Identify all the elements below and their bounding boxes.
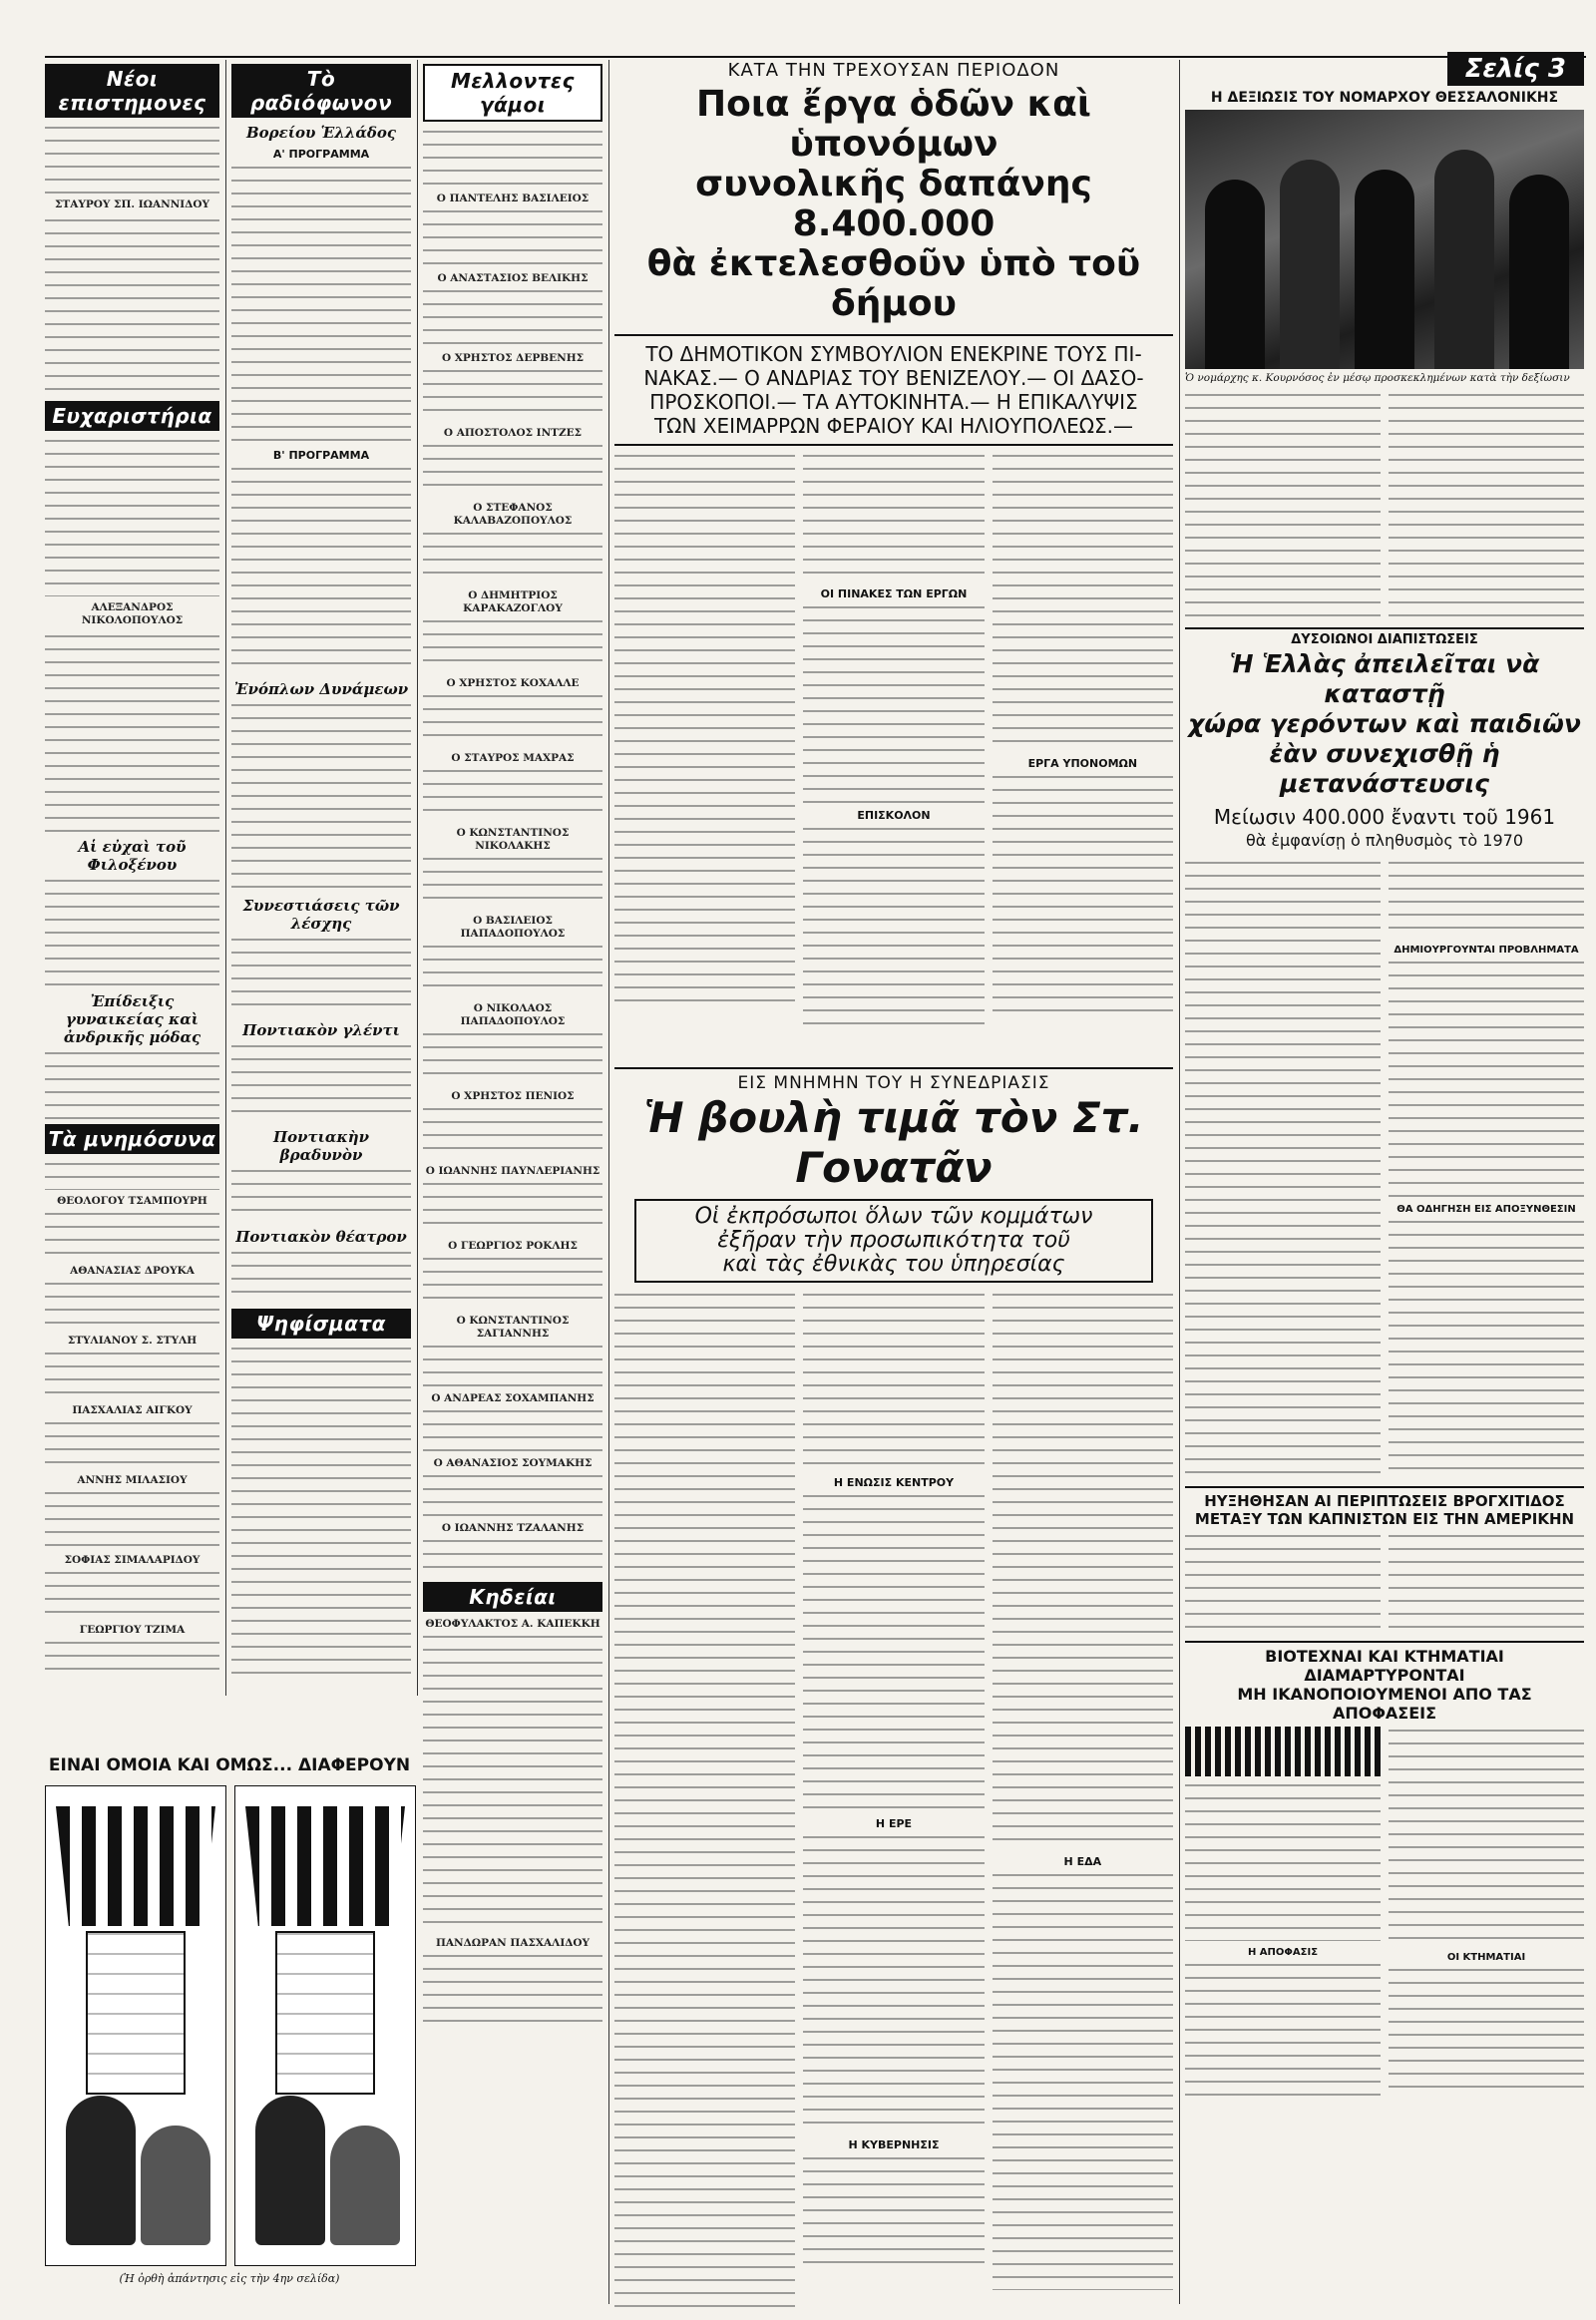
section-head-fashion: Ἐπίδειξις γυναικείας καὶ ἀνδρικῆς μόδας [63,992,201,1046]
theatre-head: Ποντιακὸν θέατρον [235,1228,407,1246]
person-name: Ο ΧΡΗΣΤΟΣ ΚΟΧΑΛΛΕ [446,677,580,689]
person-name: ΓΕΩΡΓΙΟΥ ΤΖΙΜΑ [79,1624,186,1636]
person-name: ΠΑΣΧΑΛΙΑΣ ΑΙΓΚΟΥ [72,1404,193,1416]
text-block [231,1042,411,1122]
text-block [423,287,602,347]
text-block [1185,859,1381,1477]
section-head-wishes: Αἱ εὐχαὶ τοῦ Φιλοξένου [78,838,187,874]
section-head-memorials: Τὰ μνημόσυνα [45,1124,219,1154]
person-name: ΘΕΟΦΥΛΑΚΤΟΣ Α. ΚΑΠΕΚΚΗ [425,1618,600,1630]
text-block [231,164,411,443]
right-column [1185,52,1584,2306]
lead-deck-4: ΤΩΝ ΧΕΙΜΑΡΡΩΝ ΦΕΡΑΙΟΥ ΚΑΙ ΗΛΙΟΥΠΟΛΕΩΣ.— [653,414,1134,438]
population-headline-3: ἐὰν συνεχισθῇ ἡ μετανάστευσις [1269,739,1500,798]
text-block [231,1345,411,1684]
lead-kicker: ΚΑΤΑ ΤΗΝ ΤΡΕΧΟΥΣΑΝ ΠΕΡΙΟΔΟΝ [727,60,1060,81]
text-block [423,1105,602,1160]
cartoon-awning [56,1806,215,1926]
person-name: Ο ΓΕΩΡΓΙΟΣ ΡΟΚΛΗΣ [448,1240,578,1252]
text-block [423,1633,602,1932]
text-block [45,1639,219,1679]
text-block [45,1160,219,1190]
text-block [614,1291,795,2308]
text-block [423,692,602,747]
lead-deck-2: ΝΑΚΑΣ.— Ο ΑΝΔΡΙΑΣ ΤΟΥ ΒΕΝΙΖΕΛΟΥ.— ΟΙ ΔΑΣΟ- [643,366,1144,390]
person-name: ΠΑΝΔΩΡΑΝ ΠΑΣΧΑΛΙΔΟΥ [435,1937,591,1949]
text-block [231,936,411,1015]
person-name: Ο ΑΝΑΣΤΑΣΙΟΣ ΒΕΛΙΚΗΣ [437,272,589,284]
radio-station: Βορείου Ἑλλάδος [245,124,397,142]
population-kicker: ΔΥΣΟΙΩΝΟΙ ΔΙΑΠΙΣΤΩΣΕΙΣ [1185,627,1584,647]
photo-figure [1205,180,1265,369]
text-block [45,124,219,193]
section-head-thanks: Ευχαριστήρια [45,401,219,431]
craft-headline-2: ΜΗ ΙΚΑΝΟΠΟΙΟΥΜΕΝΟΙ ΑΠΟ ΤΑΣ ΑΠΟΦΑΣΕΙΣ [1237,1685,1532,1723]
cartoon-figure [66,2096,136,2245]
text-block [993,1291,1173,1849]
cartoon-title: ΕΙΝΑΙ ΟΜΟΙΑ ΚΑΙ ΟΜΩΣ... ΔΙΑΦΕΡΟΥΝ [48,1755,411,1775]
text-block [423,128,602,188]
population-headline-2: χώρα γερόντων καὶ παιδιῶν [1188,709,1581,738]
text-block [423,530,602,584]
text-block [1389,391,1584,620]
text-block [423,1537,602,1577]
person-name: Ο ΧΡΗΣΤΟΣ ΠΕΝΙΟΣ [451,1090,575,1102]
population-deck-1: Μείωσιν 400.000 ἔναντι τοῦ 1961 [1213,805,1556,829]
text-block [45,632,219,832]
photo-figure [1280,160,1340,369]
text-block [231,465,411,674]
cartoon-panel-right [234,1785,416,2266]
person-name: Ο ΝΙΚΟΛΑΟΣ ΠΑΠΑΔΟΠΟΥΛΟΣ [460,1002,566,1027]
lead-subhead: ΕΠΙΣΚΟΛΟΝ [857,809,931,822]
section-head-betrothals: Νέοι επιστημονες [45,64,219,118]
text-block [993,773,1173,1012]
programme-b-head: Β' ΠΡΟΓΡΑΜΜΑ [272,449,370,462]
text-block [423,1407,602,1452]
person-name: Ο ΑΘΑΝΑΣΙΟΣ ΣΟΥΜΑΚΗΣ [433,1457,593,1469]
cartoon-panel-left [45,1785,226,2266]
text-block [614,452,795,1010]
section-head-radio: Τὸ ραδιόφωνον [231,64,411,118]
meetings-head: Συνεστιάσεις τῶν λέσχης [242,897,400,933]
text-block [423,1472,602,1517]
person-name: Ο ΚΩΝΣΤΑΝΤΙΝΟΣ ΣΑΓΙΑΝΝΗΣ [456,1315,570,1340]
text-block [45,1049,219,1119]
person-name: ΣΟΦΙΑΣ ΣΙΜΑΛΑΡΙΔΟΥ [64,1554,200,1566]
text-block [423,442,602,497]
column-radio [231,60,411,1556]
text-block [423,1343,602,1387]
text-block [423,1952,602,2032]
photo-title: Η ΔΕΞΙΩΣΙΣ ΤΟΥ ΝΟΜΑΡΧΟΥ ΘΕΣΣΑΛΟΝΙΚΗΣ [1210,90,1559,106]
text-block [1389,1966,1584,2096]
text-block [45,1569,219,1619]
parliament-subhead: Η ΕΝΩΣΙΣ ΚΕΝΤΡΟΥ [833,1476,955,1489]
person-name: Ο ΑΝΔΡΕΑΣ ΣΟΧΑΜΠΑΝΗΣ [431,1392,595,1404]
bronchitis-headline-2: ΜΕΤΑΞΥ ΤΩΝ ΚΑΠΝΙΣΤΩΝ ΕΙΣ ΤΗΝ ΑΜΕΡΙΚΗΝ [1194,1510,1575,1528]
person-name: Ο ΧΡΗΣΤΟΣ ΔΕΡΒΕΝΗΣ [441,352,585,364]
person-name: ΣΤΑΥΡΟΥ ΣΠ. ΙΩΑΝΝΙΔΟΥ [54,198,210,210]
person-name: ΑΝΝΗΣ ΜΙΛΑΣΙΟΥ [77,1474,188,1486]
decorative-pattern [1185,1727,1381,1776]
text-block [45,216,219,396]
text-block [1389,1727,1584,1946]
text-block [423,617,602,672]
text-block [45,1350,219,1399]
text-block [993,452,1173,751]
text-block [1185,1961,1381,2101]
cartoon-figure [330,2126,400,2245]
text-block [45,1280,219,1330]
lead-deck-1: ΤΟ ΔΗΜΟΤΙΚΟΝ ΣΥΜΒΟΥΛΙΟΝ ΕΝΕΚΡΙΝΕ ΤΟΥΣ ΠΙ- [645,342,1142,366]
column-weddings [423,60,602,1949]
text-block [45,877,219,986]
parliament-deck-3: καὶ τὰς ἐθνικὰς του ὑπηρεσίας [722,1252,1065,1277]
craft-headline-1: ΒΙΟΤΕΧΝΑΙ ΚΑΙ ΚΤΗΜΑΤΙΑΙ ΔΙΑΜΑΡΤΥΡΟΝΤΑΙ [1265,1647,1504,1685]
parliament-kicker: ΕΙΣ ΜΝΗΜΗΝ ΤΟΥ Η ΣΥΝΕΔΡΙΑΣΙΣ [737,1073,1050,1093]
person-name: ΣΤΥΛΙΑΝΟΥ Σ. ΣΤΥΛΗ [67,1335,198,1347]
person-name: Ο ΠΑΝΤΕΛΗΣ ΒΑΣΙΛΕΙΟΣ [436,193,590,204]
text-block [423,207,602,267]
column-divider [417,60,418,1696]
text-block [1389,959,1584,1198]
section-head-resolutions: Ψηφίσματα [231,1309,411,1339]
person-name: Ο ΒΑΣΙΛΕΙΟΣ ΠΑΠΑΔΟΠΟΥΛΟΣ [460,915,566,940]
bronchitis-headline-1: ΗΥΞΗΘΗΣΑΝ ΑΙ ΠΕΡΙΠΤΩΣΕΙΣ ΒΡΟΓΧΙΤΙΔΟΣ [1204,1492,1565,1510]
cartoon-awning [245,1806,405,1926]
lead-deck-3: ΠΡΟΣΚΟΠΟΙ.— ΤΑ ΑΥΤΟΚΙΝΗΤΑ.— Η ΕΠΙΚΑΛΥΨΙΣ [649,390,1138,414]
lead-subhead: ΟΙ ΠΙΝΑΚΕΣ ΤΩΝ ΕΡΓΩΝ [820,587,968,600]
parliament-subhead: Η ΕΡΕ [875,1817,913,1830]
text-block [231,1167,411,1222]
text-block [423,1030,602,1085]
cartoon-stall [86,1931,186,2095]
text-block [423,767,602,822]
text-block [45,1210,219,1260]
parliament-subhead: Η ΚΥΒΕΡΝΗΣΙΣ [848,2138,940,2151]
parliament-deck-2: ἐξῆραν τὴν προσωπικότητα τοῦ [717,1228,1070,1253]
lead-story [614,60,1173,1057]
text-block [45,1419,219,1469]
population-deck-2: θὰ ἐμφανίσῃ ὁ πληθυσμὸς τὸ 1970 [1245,831,1524,850]
parliament-story [614,1067,1173,2284]
text-block [803,1492,984,1811]
photo-figure [1509,175,1569,369]
lead-headline-2: συνολικῆς δαπάνης 8.400.000 [695,164,1092,244]
person-name: ΑΘΑΝΑΣΙΑΣ ΔΡΟΥΚΑ [70,1265,195,1277]
person-name: Ο ΚΩΝΣΤΑΝΤΙΝΟΣ ΝΙΚΟΛΑΚΗΣ [456,827,570,852]
text-block [423,943,602,997]
population-subhead: ΘΑ ΟΔΗΓΗΣΗ ΕΙΣ ΑΠΟΞΥΝΘΕΣΙΝ [1396,1204,1576,1215]
lead-subhead: ΕΡΓΑ ΥΠΟΝΟΜΩΝ [1027,757,1138,770]
person-name: Ο ΙΩΑΝΝΗΣ ΠΑΥΝΛΕΡΙΑΝΗΣ [425,1165,600,1177]
cartoon-figure [255,2096,325,2245]
craft-subhead: ΟΙ ΚΤΗΜΑΤΙΑΙ [1446,1952,1526,1963]
text-block [231,1249,411,1304]
cartoon-caption: (Ἡ ὀρθὴ ἀπάντησις εἰς τὴν 4ην σελίδα) [119,2272,340,2285]
text-block [993,1871,1173,2290]
person-name: Ο ΙΩΑΝΝΗΣ ΤΖΑΛΑΝΗΣ [441,1522,585,1534]
cartoon-stall [275,1931,375,2095]
column-social [45,60,219,1696]
photo-figure [1434,150,1494,369]
section-head-funerals: Κηδείαι [423,1582,602,1612]
text-block [423,367,602,422]
text-block [423,1180,602,1235]
section-head-weddings: Μελλοντες γάμοι [423,64,602,122]
column-divider [608,60,609,2304]
text-block [803,825,984,1024]
programme-a-head: Α' ΠΡΟΓΡΑΜΜΑ [272,148,370,161]
text-block [45,1489,219,1549]
lead-headline-3: θὰ ἐκτελεσθοῦν ὑπὸ τοῦ δήμου [646,243,1141,324]
text-block [1389,1218,1584,1477]
craft-subhead: Η ΑΠΟΦΑΣΙΣ [1247,1947,1319,1958]
person-name: ΘΕΟΛΟΓΟΥ ΤΣΑΜΠΟΥΡΗ [57,1195,207,1207]
page-section-label: Σελίς 3 [1447,52,1584,86]
photo-figure [1355,170,1414,369]
pontian-evening-head: Ποντιακὴν βραδυνὸν [272,1128,370,1164]
cartoon-figure [141,2126,210,2245]
text-block [803,452,984,581]
parliament-deck-1: Οἱ ἐκπρόσωποι ὅλων τῶν κομμάτων [694,1204,1093,1229]
text-block [1389,859,1584,939]
text-block [231,701,411,891]
parliament-subhead: Η ΕΔΑ [1063,1855,1102,1868]
person-name: ΑΛΕΞΑΝΔΡΟΣ ΝΙΚΟΛΟΠΟΥΛΟΣ [81,601,184,626]
person-name: Ο ΑΠΟΣΤΟΛΟΣ ΙΝΤΖΕΣ [443,427,583,439]
lead-headline-1: Ποια ἔργα ὁδῶν καὶ ὑπονόμων [696,84,1091,165]
person-name: Ο ΣΤΕΦΑΝΟΣ ΚΑΛΑΒΑΖΟΠΟΥΛΟΣ [453,502,573,527]
text-block [1185,1532,1381,1632]
armed-forces-head: Ἐνόπλων Δυνάμεων [233,680,409,698]
text-block [1389,1532,1584,1632]
reception-photo [1185,110,1584,369]
photo-caption: Ὁ νομάρχης κ. Κουρνόσος ἐν μέσῳ προσκεκλημένων κατὰ τὴν δεξίωσιν [1185,372,1570,384]
person-name: Ο ΔΗΜΗΤΡΙΟΣ ΚΑΡΑΚΑΖΟΓΛΟΥ [463,589,563,614]
population-subhead: ΔΗΜΙΟΥΡΓΟΥΝΤΑΙ ΠΡΟΒΛΗΜΑΤΑ [1394,945,1579,956]
text-block [423,855,602,910]
text-block [803,603,984,803]
text-block [1185,391,1381,620]
column-divider [225,60,226,1696]
population-headline-1: Ἡ Ἑλλὰς ἀπειλεῖται νὰ καταστῇ [1229,649,1540,708]
parliament-headline: Ἡ βουλὴ τιμᾶ τὸν Στ. Γονατᾶν [643,1093,1144,1192]
text-block [803,2154,984,2274]
text-block [423,1255,602,1310]
text-block [803,1291,984,1470]
text-block [803,1833,984,2132]
text-block [45,437,219,596]
pontian-head: Ποντιακὸν γλέντι [242,1021,400,1039]
text-block [1185,1781,1381,1941]
column-divider [1179,60,1180,2304]
person-name: Ο ΣΤΑΥΡΟΣ ΜΑΧΡΑΣ [451,752,575,764]
